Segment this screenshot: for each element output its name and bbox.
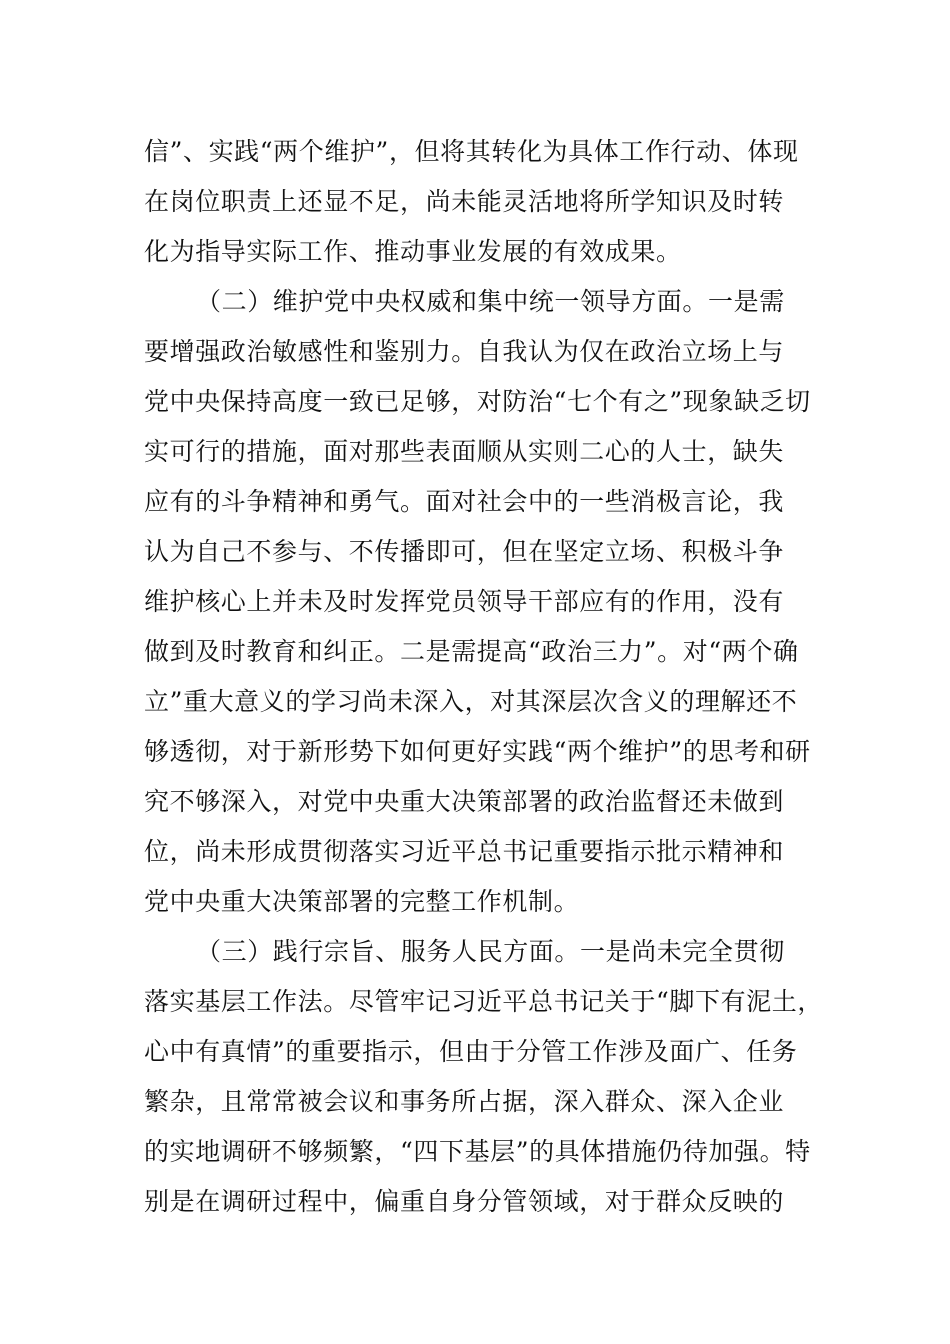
text-line: 究不够深入，对党中央重大决策部署的政治监督还未做到 [144,787,785,816]
text-line: 信”、实践“两个维护”，但将其转化为具体工作行动、体现 [144,137,799,166]
text-line: 实可行的措施，面对那些表面顺从实则二心的人士，缺失 [144,437,785,466]
text-line: 繁杂，且常常被会议和事务所占据，深入群众、深入企业 [144,1087,785,1116]
text-line: 够透彻，对于新形势下如何更好实践“两个维护”的思考和研 [144,737,811,766]
text-line: 别是在调研过程中，偏重自身分管领域，对于群众反映的 [144,1187,785,1216]
section-heading-line: （二）维护党中央权威和集中统一领导方面。一是需 [196,287,785,316]
text-line: 在岗位职责上还显不足，尚未能灵活地将所学知识及时转 [144,187,785,216]
text-line: 党中央重大决策部署的完整工作机制。 [144,887,580,916]
text-line: 的实地调研不够频繁，“四下基层”的具体措施仍待加强。特 [144,1137,811,1166]
text-line: 做到及时教育和纠正。二是需提高“政治三力”。对“两个确 [144,637,799,666]
text-line: 落实基层工作法。尽管牢记习近平总书记关于“脚下有泥土， [144,987,823,1016]
text-line: 认为自己不参与、不传播即可，但在坚定立场、积极斗争 [144,537,785,566]
text-line: 党中央保持高度一致已足够，对防治“七个有之”现象缺乏切 [144,387,811,416]
text-line: 心中有真情”的重要指示，但由于分管工作涉及面广、任务 [144,1037,798,1066]
text-line: 应有的斗争精神和勇气。面对社会中的一些消极言论，我 [144,487,785,516]
text-line: 维护核心上并未及时发挥党员领导干部应有的作用，没有 [144,587,785,616]
text-line: 要增强政治敏感性和鉴别力。自我认为仅在政治立场上与 [144,337,785,366]
text-line: 化为指导实际工作、推动事业发展的有效成果。 [144,237,682,266]
document-body [144,127,823,1227]
text-line: 位，尚未形成贯彻落实习近平总书记重要指示批示精神和 [144,837,785,866]
section-heading-line: （三）践行宗旨、服务人民方面。一是尚未完全贯彻 [196,937,785,966]
text-line: 立”重大意义的学习尚未深入，对其深层次含义的理解还不 [144,687,798,716]
